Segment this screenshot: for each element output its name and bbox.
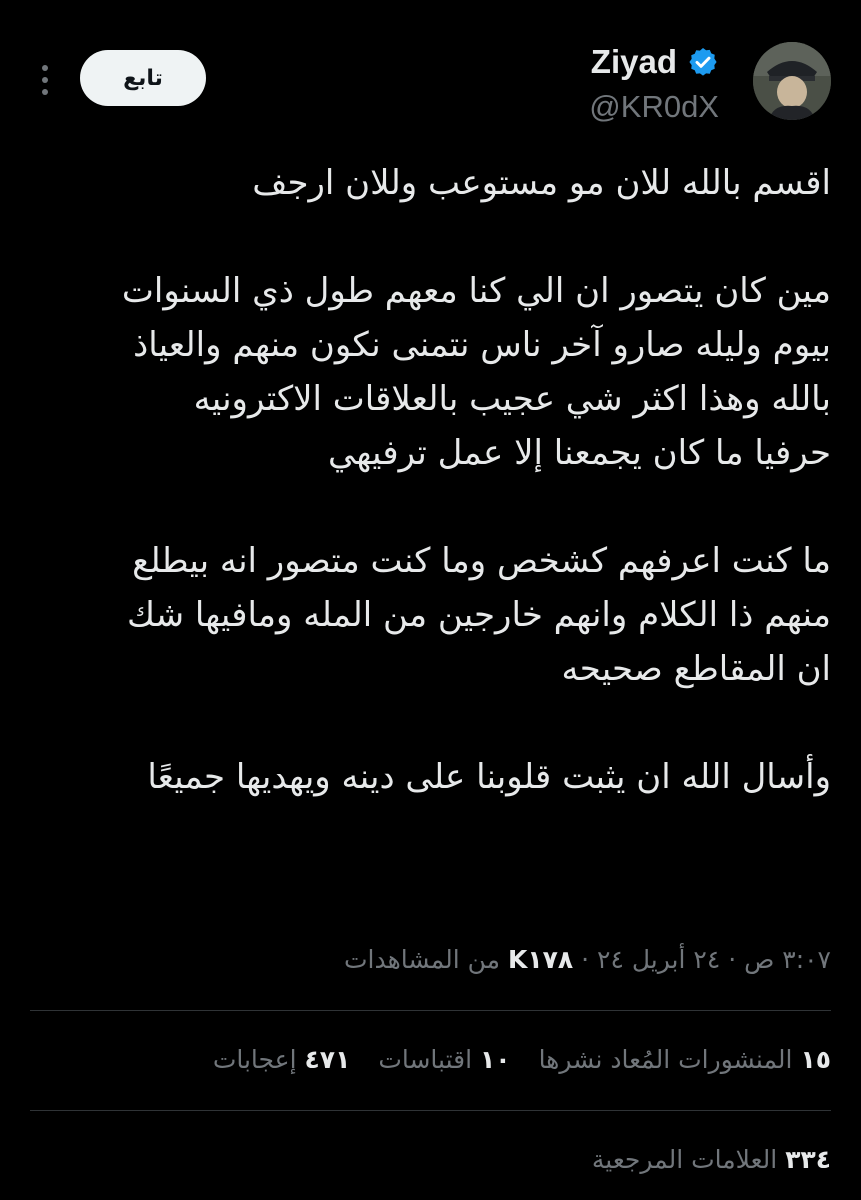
tweet-text — [26, 156, 831, 858]
tweet-line: ان المقاطع صحيحه — [561, 649, 831, 689]
author-name-row — [591, 42, 719, 82]
tweet-header — [0, 36, 861, 140]
tweet-line: بيوم وليله صارو آخر ناس نتمنى نكون منهم والعياذ — [133, 325, 831, 365]
divider — [30, 1110, 831, 1111]
likes-label: إعجابات — [212, 1045, 297, 1074]
tweet-line: بالله وهذا اكثر شي عجيب بالعلاقات الاكترونيه — [193, 379, 831, 419]
reposts-label: المنشورات المُعاد نشرها — [538, 1045, 793, 1074]
quotes-label: اقتباسات — [378, 1045, 473, 1074]
bookmarks-stat[interactable] — [592, 1140, 831, 1180]
author-handle[interactable]: @KR0dX — [589, 89, 719, 124]
author-avatar[interactable] — [753, 42, 831, 120]
more-options-icon[interactable] — [34, 60, 56, 100]
tweet-line: وأسال الله ان يثبت قلوبنا على دينه ويهديها جميعًا — [147, 757, 831, 797]
author-name[interactable]: Ziyad — [590, 43, 677, 80]
tweet-paragraph — [26, 750, 831, 804]
tweet-line: منهم ذا الكلام وانهم خارجين من المله ومافيها شك — [126, 595, 831, 635]
verified-badge-icon — [687, 46, 719, 78]
tweet-line: ما كنت اعرفهم كشخص وما كنت متصور انه بيطلع — [132, 541, 831, 581]
views-label: من المشاهدات — [343, 945, 501, 974]
reposts-count: ١٥ — [800, 1045, 831, 1074]
tweet-paragraph — [26, 534, 831, 696]
likes-count: ٤٧١ — [304, 1045, 351, 1074]
tweet-meta — [344, 940, 831, 980]
meta-separator: · — [581, 945, 590, 974]
tweet-line: مين كان يتصور ان الي كنا معهم طول ذي السنوات — [121, 271, 831, 311]
quotes-stat[interactable] — [378, 1040, 510, 1080]
tweet-line: حرفيا ما كان يجمعنا إلا عمل ترفيهي — [328, 433, 831, 473]
tweet-paragraph — [26, 264, 831, 480]
engagement-stats — [213, 1040, 831, 1080]
tweet-paragraph — [26, 156, 831, 210]
views-count: K١٧٨ — [508, 945, 574, 974]
follow-button[interactable]: تابع — [80, 50, 206, 106]
likes-stat[interactable] — [213, 1040, 351, 1080]
tweet-time[interactable]: ٣:٠٧ ص — [744, 945, 831, 974]
avatar-image — [753, 42, 831, 120]
tweet-line: اقسم بالله للان مو مستوعب وللان ارجف — [252, 163, 831, 203]
bookmarks-label: العلامات المرجعية — [591, 1145, 778, 1174]
quotes-count: ١٠ — [480, 1045, 511, 1074]
divider — [30, 1010, 831, 1011]
meta-separator: · — [728, 945, 737, 974]
reposts-stat[interactable] — [539, 1040, 831, 1080]
bookmarks-count: ٣٣٤ — [785, 1145, 831, 1174]
tweet-date[interactable]: ٢٤ أبريل ٢٤ — [597, 945, 721, 974]
